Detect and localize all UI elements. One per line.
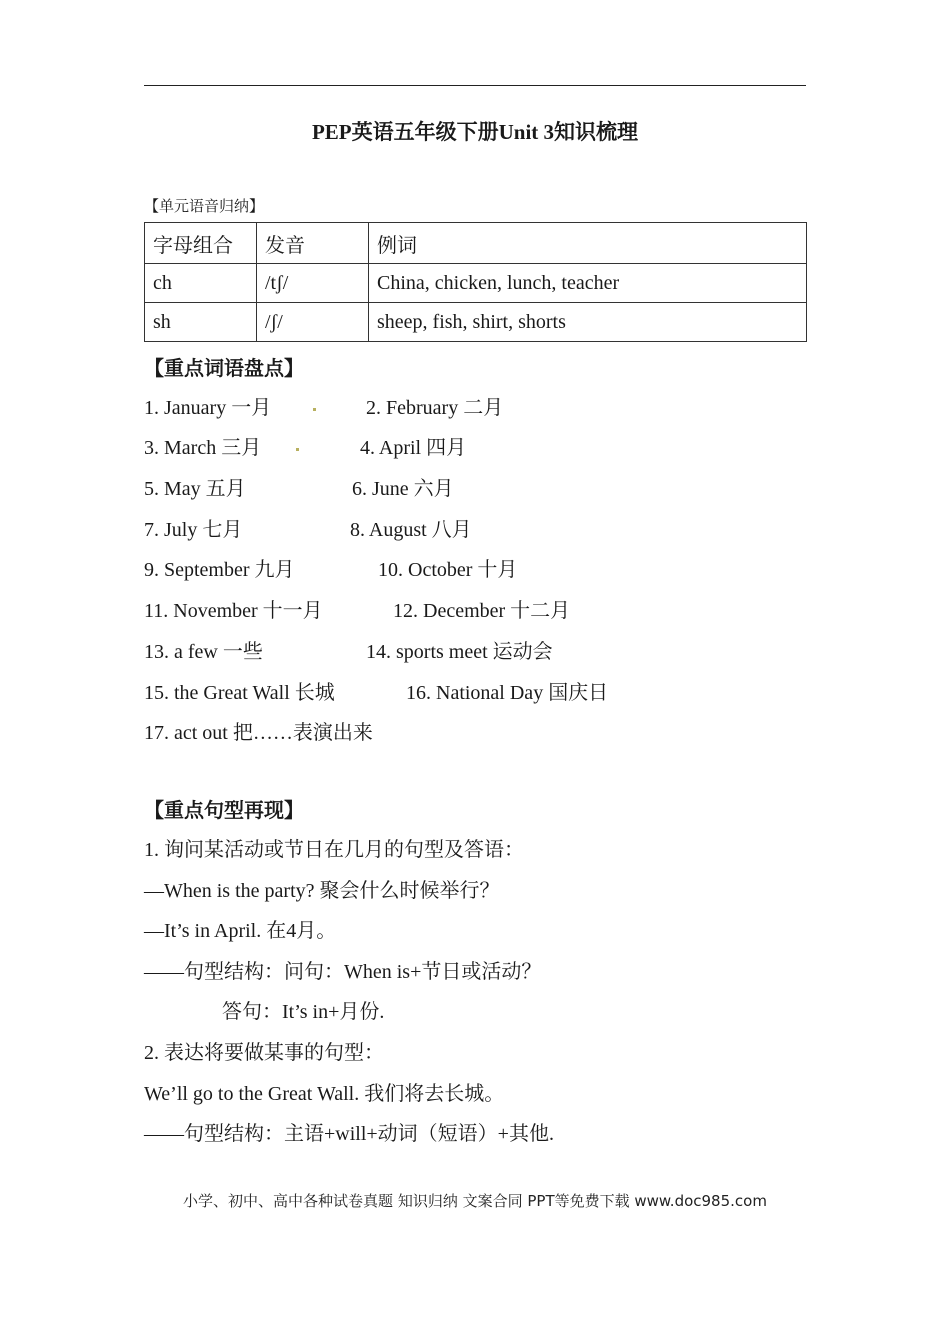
phonics-section-label: 【单元语音归纳】 <box>144 199 265 215</box>
footer-text: 小学、初中、高中各种试卷真题 知识归纳 文案合同 PPT等免费下载 www.doc985.com <box>183 1192 767 1210</box>
table-row <box>145 264 807 303</box>
vocab-item: 3. March 三月 <box>144 437 262 459</box>
sentence-line: ——句型结构：主语+will+动词（短语）+其他. <box>144 1123 554 1145</box>
vocab-item: 11. November 十一月 <box>144 600 323 622</box>
cell-pronunciation: /ʃ/ <box>257 303 369 342</box>
vocab-item: 6. June 六月 <box>352 478 454 500</box>
sentence-line: ——句型结构：问句：When is+节日或活动？ <box>144 961 542 983</box>
vocab-item: 5. May 五月 <box>144 478 246 500</box>
cell-examples: China, chicken, lunch, teacher <box>369 264 807 303</box>
header-rule <box>144 85 806 86</box>
vocab-item: 8. August 八月 <box>350 519 472 541</box>
cell-letters: ch <box>145 264 257 303</box>
vocab-item: 4. April 四月 <box>360 437 467 459</box>
cell-pronunciation: /tʃ/ <box>257 264 369 303</box>
vocab-item: 12. December 十二月 <box>393 600 571 622</box>
vocab-item: 16. National Day 国庆日 <box>406 682 609 704</box>
vocab-item: 17. act out 把……表演出来 <box>144 722 373 744</box>
cell-letters: sh <box>145 303 257 342</box>
vocab-section-label: 【重点词语盘点】 <box>144 358 304 380</box>
table-row <box>145 303 807 342</box>
cell-examples: sheep, fish, shirt, shorts <box>369 303 807 342</box>
vocab-item: 2. February 二月 <box>366 397 504 419</box>
sentences-section-label: 【重点句型再现】 <box>144 800 304 822</box>
vocab-item: 10. October 十月 <box>378 559 518 581</box>
vocab-item: 7. July 七月 <box>144 519 243 541</box>
sentence-line: —When is the party? 聚会什么时候举行？ <box>144 880 500 902</box>
sentence-line: 答句：It’s in+月份. <box>222 1001 385 1023</box>
table-header-row <box>145 223 807 264</box>
sentence-line: 2. 表达将要做某事的句型： <box>144 1042 384 1064</box>
vocab-item: 13. a few 一些 <box>144 641 263 663</box>
vocab-item: 1. January 一月 <box>144 397 272 419</box>
header-pronunciation: 发音 <box>257 223 369 264</box>
sentence-line: We’ll go to the Great Wall. 我们将去长城。 <box>144 1083 505 1105</box>
header-examples: 例词 <box>369 223 807 264</box>
page-title: PEP英语五年级下册Unit 3知识梳理 <box>311 120 639 144</box>
header-letters: 字母组合 <box>145 223 257 264</box>
sentence-line: —It’s in April. 在4月。 <box>144 920 337 942</box>
phonics-table <box>144 222 807 342</box>
scan-speck <box>313 408 316 411</box>
vocab-item: 9. September 九月 <box>144 559 295 581</box>
vocab-item: 15. the Great Wall 长城 <box>144 682 335 704</box>
sentence-line: 1. 询问某活动或节日在几月的句型及答语： <box>144 839 524 861</box>
vocab-item: 14. sports meet 运动会 <box>366 641 553 663</box>
scan-speck <box>296 448 299 451</box>
